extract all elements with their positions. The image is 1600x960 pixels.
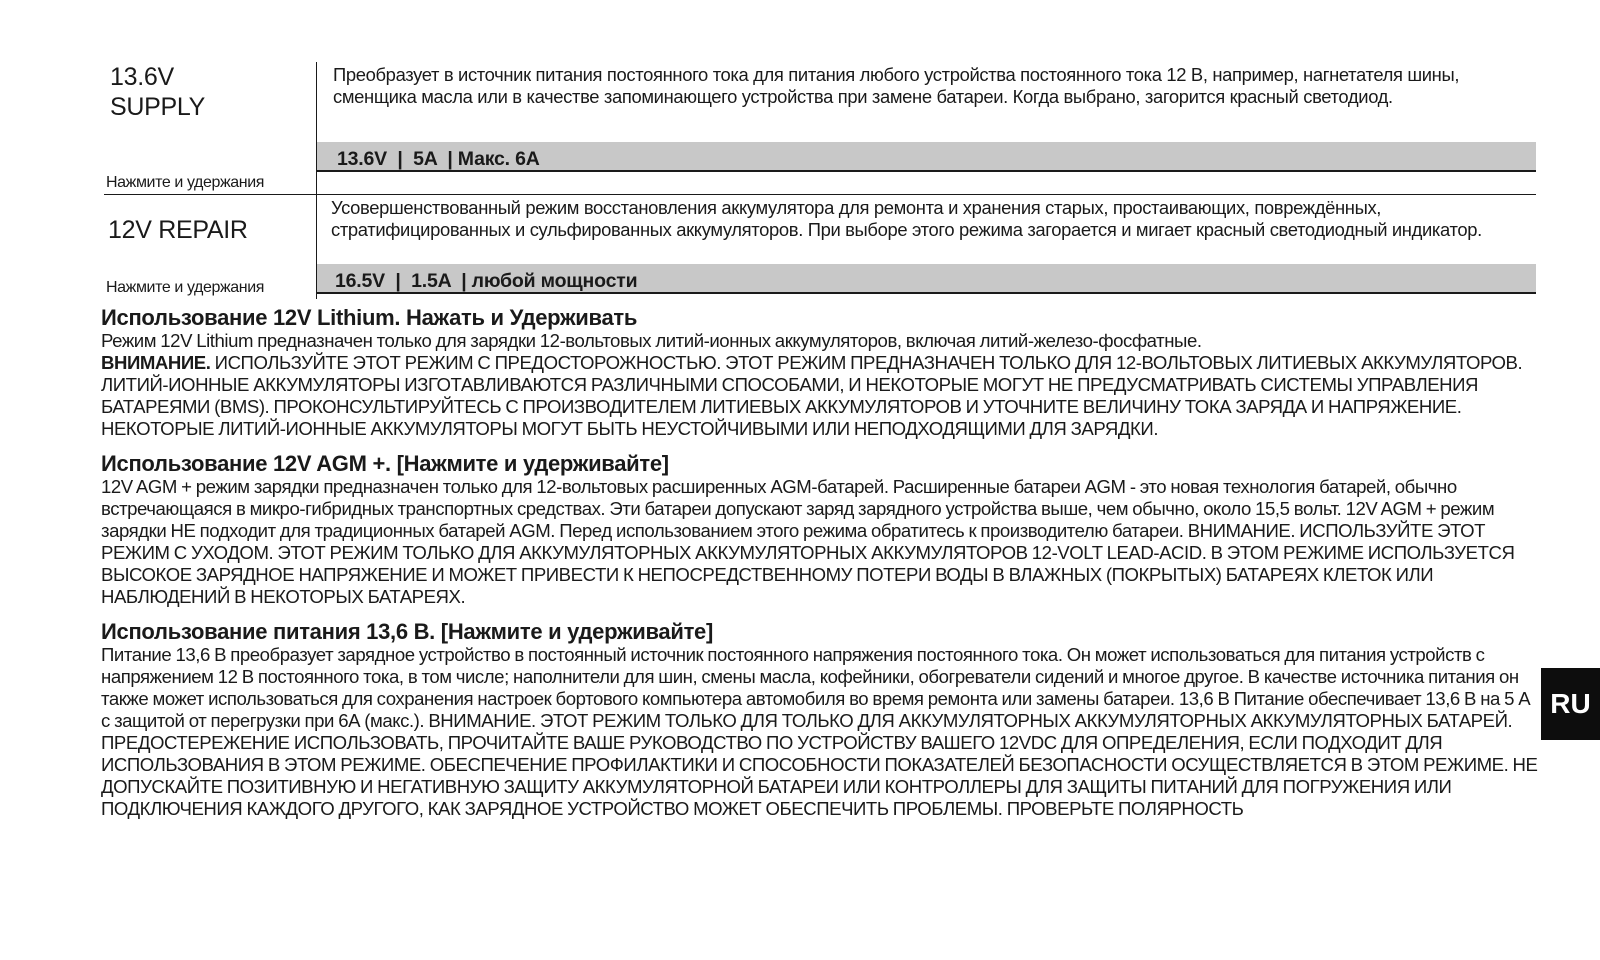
section-heading: Использование 12V Lithium. Нажать и Удерживать — [101, 305, 638, 330]
section-13-6v-supply — [101, 619, 1541, 820]
mode-description: Усовершенствованный режим восстановления аккумулятора для ремонта и хранения старых, простаивающих, повреждённых, стратифицированных и сульфированных аккумуляторов. При выборе этого режима загорается и мигает красный светодиодный индикатор. — [331, 197, 1482, 240]
language-tab-ru: RU — [1541, 668, 1600, 740]
section-12v-agm-plus — [101, 451, 1541, 608]
warning-label: ВНИМАНИЕ. — [101, 352, 211, 373]
mode-name-line2: SUPPLY — [110, 93, 206, 121]
section-body — [101, 330, 1541, 440]
hold-label: Нажмите и удержания — [106, 174, 265, 191]
warning-text: ИСПОЛЬЗУЙТЕ ЭТОТ РЕЖИМ С ПРЕДОСТОРОЖНОСТЬЮ. ЭТОТ РЕЖИМ ПРЕДНАЗНАЧЕН ТОЛЬКО ДЛЯ 12-ВОЛЬТОВЫХ ЛИТИЕВЫХ АККУМУЛЯТОРОВ. ЛИТИЙ-ИОННЫЕ АККУМУЛЯТОРЫ ИЗГОТАВЛИВАЮТСЯ РАЗЛИЧНЫМИ СПОСОБАМИ, И НЕКОТОРЫЕ МОГУТ НЕ ПРЕДУСМАТРИВАТЬ СИСТЕМЫ УПРАВЛЕНИЯ БАТАРЕЯМИ (BMS). ПРОКОНСУЛЬТИРУЙТЕСЬ С ПРОИЗВОДИТЕЛЕМ ЛИТИЕВЫХ АККУМУЛЯТОРОВ И УТОЧНИТЕ ВЕЛИЧИНУ ТОКА ЗАРЯДА И НАПРЯЖЕНИЕ. НЕКОТОРЫЕ ЛИТИЙ-ИОННЫЕ АККУМУЛЯТОРЫ МОГУТ БЫТЬ НЕУСТОЙЧИВЫМИ ИЛИ НЕПОДХОДЯЩИМИ ДЛЯ ЗАРЯДКИ. — [101, 352, 1523, 439]
section-heading: Использование 12V AGM +. [Нажмите и удерживайте] — [101, 451, 669, 476]
section-intro: Режим 12V Lithium предназначен только для зарядки 12-вольтовых литий-ионных аккумуляторов, включая литий-железо-фосфатные. — [101, 330, 1202, 351]
spec-bar: 16.5V | 1.5A | любой мощности — [317, 264, 1536, 294]
mode-name-line1: 12V REPAIR — [108, 216, 248, 244]
hold-label: Нажмите и удержания — [106, 279, 265, 296]
instruction-sections — [101, 305, 1541, 831]
section-12v-lithium — [101, 305, 1541, 440]
mode-name-line1: 13.6V — [110, 63, 174, 91]
section-body: Питание 13,6 В преобразует зарядное устройство в постоянный источник постоянного напряжения постоянного тока. Он может использоваться для питания устройств с напряжением 12 В постоянного тока, в том числе; наполнители для шин, смены масла, кофейники, обогреватели сидений и многое другое. В качестве источника питания он также может использоваться для сохранения настроек бортового компьютера автомобиля во время ремонта или замены батареи. 13,6 В Питание обеспечивает 13,6 В на 5 А с защитой от перегрузки при 6А (макс.). ВНИМАНИЕ. ЭТОТ РЕЖИМ ТОЛЬКО ДЛЯ ТОЛЬКО ДЛЯ АККУМУЛЯТОРНЫХ АККУМУЛЯТОРНЫХ АККУМУЛЯТОРНЫХ БАТАРЕЙ. ПРЕДОСТЕРЕЖЕНИЕ ИСПОЛЬЗОВАТЬ, ПРОЧИТАЙТЕ ВАШЕ РУКОВОДСТВО ПО УСТРОЙСТВУ ВАШЕГО 12VDC ДЛЯ ОПРЕДЕЛЕНИЯ, ЕСЛИ ПОДХОДИТ ДЛЯ ИСПОЛЬЗОВАНИЯ В ЭТОМ РЕЖИМЕ. ОБЕСПЕЧЕНИЕ ПРОФИЛАКТИКИ И СПОСОБНОСТИ ПОКАЗАТЕЛЕЙ БЕЗОПАСНОСТИ ОСУЩЕСТВЛЯЕТСЯ В ЭТОМ РЕЖИМЕ. НЕ ДОПУСКАЙТЕ ПОЗИТИВНУЮ И НЕГАТИВНУЮ ЗАЩИТУ АККУМУЛЯТОРНОЙ БАТАРЕИ ИЛИ КОНТРОЛЛЕРЫ ДЛЯ ЗАЩИТЫ ПИТАНИЙ ДЛЯ ПОГРУЖЕНИЯ ИЛИ ПОДКЛЮЧЕНИЯ КАЖДОГО ДРУГОГО, КАК ЗАРЯДНОЕ УСТРОЙСТВО МОЖЕТ ОБЕСПЕЧИТЬ ПРОБЛЕМЫ. ПРОВЕРЬТЕ ПОЛЯРНОСТЬ — [101, 644, 1538, 819]
spec-bar: 13.6V | 5A | Макс. 6A — [317, 142, 1536, 172]
mode-name — [104, 62, 316, 122]
mode-info-cell — [316, 62, 1536, 194]
mode-row-13-6v-supply — [104, 62, 1536, 194]
mode-name — [104, 195, 316, 245]
section-heading: Использование питания 13,6 В. [Нажмите и удерживайте] — [101, 619, 714, 644]
mode-name-cell — [104, 62, 316, 194]
mode-name-cell — [104, 195, 316, 299]
mode-description: Преобразует в источник питания постоянного тока для питания любого устройства постоянного тока 12 В, например, нагнетателя шины, сменщика масла или в качестве запоминающего устройства при замене батареи. Когда выбрано, загорится красный светодиод. — [333, 64, 1460, 107]
section-body: 12V AGM + режим зарядки предназначен только для 12-вольтовых расширенных AGM-батарей. Расширенные батареи AGM - это новая технология батарей, обычно встречающаяся в микро-гибридных транспортных средствах. Эти батареи допускают заряд зарядного устройства выше, чем обычно, около 15,5 вольт. 12V AGM + режим зарядки НЕ подходит для традиционных батарей AGM. Перед использованием этого режима обратитесь к производителю батареи. ВНИМАНИЕ. ИСПОЛЬЗУЙТЕ ЭТОТ РЕЖИМ С УХОДОМ. ЭТОТ РЕЖИМ ТОЛЬКО ДЛЯ АККУМУЛЯТОРНЫХ АККУМУЛЯТОРНЫХ АККУМУЛЯТОРОВ 12-VOLT LEAD-ACID. В ЭТОМ РЕЖИМЕ ИСПОЛЬЗУЕТСЯ ВЫСОКОЕ ЗАРЯДНОЕ НАПРЯЖЕНИЕ И МОЖЕТ ПРИВЕСТИ К НЕПОСРЕДСТВЕННОМУ ПОТЕРИ ВОДЫ В ВЛАЖНЫХ (ПОКРЫТЫХ) БАТАРЕЯХ КЛЕТОК ИЛИ НАБЛЮДЕНИЙ В НЕКОТОРЫХ БАТАРЕЯХ. — [101, 476, 1515, 607]
mode-info-cell — [316, 195, 1536, 299]
mode-table — [104, 62, 1536, 299]
mode-row-12v-repair — [104, 194, 1536, 299]
